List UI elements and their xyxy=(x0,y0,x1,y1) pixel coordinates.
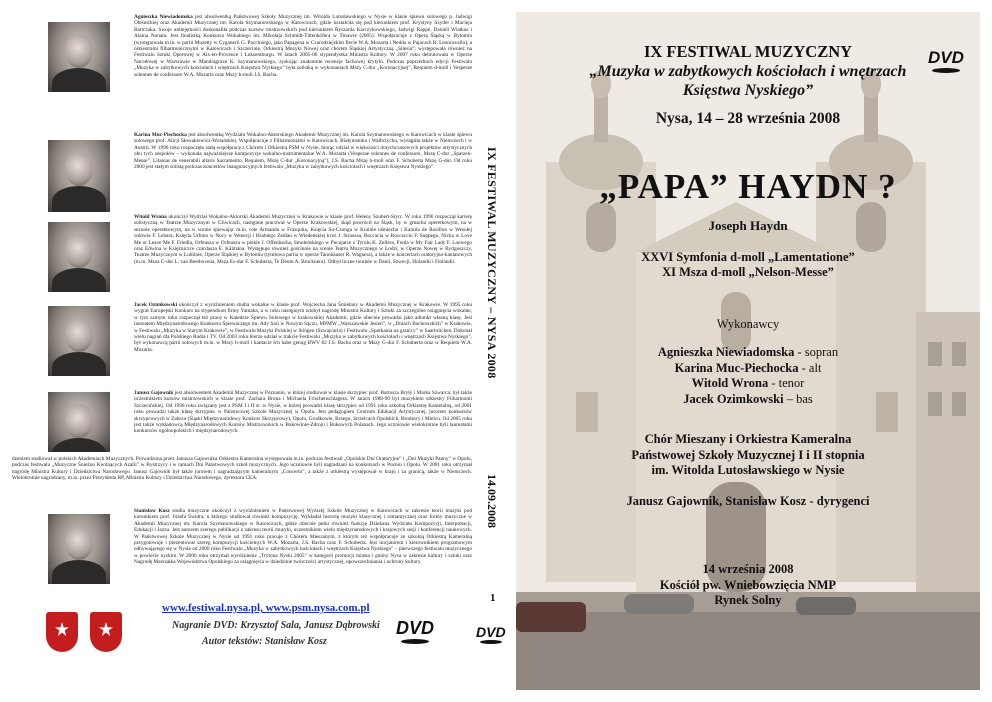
portrait-photo xyxy=(48,392,110,452)
bio-name: Janusz Gajownik xyxy=(134,390,174,396)
back-cover xyxy=(12,12,484,690)
bio-text xyxy=(134,14,472,78)
bio-body: ukończył Wydział Wokalno-Aktorski Akademii Muzycznej w Krakowie w klasie prof. Heleny Szubert-Styrc. W roku 1996 rozpoczął karierę solistyczną w Teatrze Muzycznym w Gliwicach, następnie pracował w Operze Krakowskiej, skąd powrócił na Śląsk, by w gmachu operetkowym, na w sezonie operetkowym, na w scenie śpiewając m.in. role Armanda w Frasquita, Księcia Su-Czonga w Krainie uśmiechu i Kamila de Rosillon w Wesołej wdówie F. Lehara, Księcia Urbino w Nocy w Wenecji i Hrabiego Zedlau w Wiedeńskiej krwi J. Straussa, Boccacia w Boccaccio F. Suppego, Nicka w Love Me or Leave Me F. Friedla, Orfeusza w Orfeuszu w piekle J. Offenbacha, Smoleńskiego w Pucujatce z Tyrolu K. Zellera, Freda w My Fair Lady F. Loewego oraz Edwina w Księżniczce czardasza E. Kálmána. Występuje również gościnnie na scenie Teatru Muzycznego w Łodzi, w Operze Nowej w Bydgoszczy, Teatrze Muzycznym w Lublinie, Operze Śląskiej w Bytomiu (tytułowa partia w operze Tannhäuser R. Wagnera), a także w koncertach oratoryjno-kantatowych (m.in. Msza C-dur L. van Beethovena, Msza Es-dur F. Schuberta, Te Deum A. Brucknera). Odbył liczne tournée w Danii, Szwecji, Holandii i Finlandii. xyxy=(134,214,472,265)
bio-wrona xyxy=(12,214,484,306)
bio-name: Stanisław Kosz xyxy=(134,508,170,514)
recording-credit: Nagranie DVD: Krzysztof Sala, Janusz Dąbrowski xyxy=(172,620,380,631)
ensemble-line: Państwowej Szkoły Muzycznej I i II stopnia xyxy=(631,447,865,462)
performer-line xyxy=(516,361,980,377)
performer-line xyxy=(516,392,980,408)
bio-muc-piechocka xyxy=(12,130,484,212)
portrait-photo xyxy=(48,222,110,292)
ensemble-info xyxy=(516,432,980,479)
event-date: 14 września 2008 xyxy=(702,562,794,576)
festival-subtitle-line1: „Muzyka w zabytkowych kościołach i wnętrzach xyxy=(589,63,907,80)
bio-name: Witold Wrona xyxy=(134,214,167,220)
performer-role: - alt xyxy=(798,360,822,375)
event-place: Rynek Solny xyxy=(714,593,782,607)
performer-line xyxy=(516,376,980,392)
bio-gajownik xyxy=(12,390,484,508)
page-number: 1 xyxy=(490,592,496,604)
portrait-photo xyxy=(48,140,110,212)
performer-role: - sopran xyxy=(794,345,839,359)
performer-role: - tenor xyxy=(768,376,805,390)
bio-name: Agnieszka Niewiadomska xyxy=(134,14,193,20)
bio-text-continued: dzeniem studiował w polskich Akademiach Muzycznych. Prowadzona przez Janusza Gajownika Orkiestra Kameralna występowała m.in. podczas festiwali „Opolskie Dni Oratoryjne” i „Dni Muzyki Panny” w Opolu, podczas festiwalu „Muzyczne Śnieżno Kwitnących Azalii” w Bystrzycy i w ramach Dni Państwowych szkół muzycznych. Jego uczniowie byli nagradzani na konkursach w Pozniu i Opolu. W 2001 roku otrzymał nagrodę Ministra Kultury i Dziedzictwa Narodowego. Janusz Gajownik był także jurorem i nagradzającym kameralnym „Concerto”, a także z orkiestrą występował w kraju i za granicą, także w Niemczech. Wielokrotnie nagradzany, m.in. przez Prezydenta RP, Ministra Kultury i Dziedzictwa Narodowego, dyrektora CEA. xyxy=(12,456,472,482)
ensemble-line: im. Witolda Lutosławskiego w Nysie xyxy=(651,463,845,477)
back-footer xyxy=(12,590,484,690)
bio-body: jest absolwentem Akademii Muzycznej w Poznaniu, w której studiował w klasie skrzypiec prof. Bartosza Bryły i Marka Szwarca; był także uczestnikiem kursów mistrzowskich w klasie prof. Zachara Brona i Michaela Frischenschlagera. W latach 1988-90 był muzykiem orkiestry Filharmonii Szczecińskiej. Od 1990 roku związany jest z PSM I i II st. w Nysie, w której prowadzi klasę skrzypiec od 1991 roku szkolną Orkiestrę Kameralną, od 2001 roku prowadzi także klasę skrzypiec w Państwowej Szkole Muzycznej w Opolu. Jest pedagogiem Centrum Edukacji Artystycznej, jurorem konkursów skrzypcowych w Zabrzu (Śląski Międzynarodowy Konkurs Skrzypcowy), Opolu, Grodkowie, Brzegu, Strzelcach Opolskich, Brodnicy i Mielcu. Od 2005 roku jest także wykładowcą Międzynarodowych Kursów Mistrzowskich w Bukowinie-Zdroju i Bukowych Polanach. Jego uczniowie wielokrotnie byli laureatami konkursów ogólnopolskich i międzynarodowych. xyxy=(134,390,472,435)
website-links[interactable]: www.festiwal.nysa.pl, www.psm.nysa.com.pl xyxy=(162,602,370,614)
dvd-cover-sheet xyxy=(12,12,980,690)
bio-text xyxy=(134,390,472,435)
performers-list xyxy=(516,345,980,407)
dvd-logo-icon xyxy=(476,624,506,644)
work-item: XI Msza d-moll „Nelson-Messe” xyxy=(662,265,834,279)
event-info xyxy=(516,562,980,609)
spine-title: IX FESTIWAL MUZYCZNY – NYSA 2008 xyxy=(485,147,499,379)
conductors: Janusz Gajownik, Stanisław Kosz - dyrygenci xyxy=(626,494,870,508)
bio-text xyxy=(134,508,472,566)
bio-ozimkowski xyxy=(12,302,484,394)
ensemble-line: Chór Mieszany i Orkiestra Kameralna xyxy=(644,432,852,446)
dvd-logo-icon xyxy=(928,48,964,73)
performer-name: Karina Muc-Piechocka xyxy=(674,360,799,375)
text-credit: Autor tekstów: Stanisław Kosz xyxy=(202,636,327,647)
spine xyxy=(484,12,514,690)
festival-subtitle xyxy=(516,62,980,100)
front-cover xyxy=(516,12,980,690)
portrait-photo xyxy=(48,22,110,92)
performer-name: Jacek Ozimkowski xyxy=(683,391,784,406)
event-venue: Kościół pw. Wniebowzięcia NMP xyxy=(659,577,837,592)
bio-body: studia muzyczne ukończył z wyróżnieniem w Państwowej Wyższej Szkole Muzycznej w Katowicach w zakresie teorii muzyki pod kierunkiem prof. Józefa Świdra, u którego studiował również kompozycję. Wykładał historię muzyki klasycznej i romantycznej oraz formy muzyczne w Akademii Muzycznej im. Karola Szymanowskiego w Katowicach, gdzie obecnie pełni również funkcję Dziekana Wydziału Kompozycji, Interpretacji, Edukacji i Jazzu. Jest autorem szeregu publikacji z zakresu teorii muzyki, uczestnikiem wielu międzynarodowych i krajowych sesji i konferencji naukowych. W Państwowej Szkole Muzycznej w Nysie od 1991 roku pracuje z Chórem Mieszanym, z którym też współpracuje ze szkolną Orkiestrą Kameralną przygotowuje i prezentował szereg kompozycji kościelnych W.A. Mozarta, J.S. Bacha oraz F. Schuberta. Jest inicjatorem i kierownikiem programowym odbywającego się w Nysie od 2000 roku Festiwalu „Muzyka w zabytkowych kościołach i wnętrzach Księstwa Nyskiego” – pierwszego festiwalu muzycznego w powiecie nyskim. W 2006 roku otrzymał wyróżnienie „Trytona Nyski 2005” w kategorii promocji miasta i gminy Nysa w zakresie kultury i sztuki oraz Nagrodę Marszałka Województwa Opolskiego za osiągnięcia w dziedzinie twórczości artystycznej, upowszechniania i ochrony kultury. xyxy=(134,508,472,566)
performers-heading: Wykonawcy xyxy=(716,317,780,331)
performer-line xyxy=(516,345,980,361)
composer-name: Joseph Haydn xyxy=(708,218,788,233)
bio-name: Jacek Ozimkowski xyxy=(134,302,178,308)
coat-of-arms-icon xyxy=(90,612,122,652)
performer-name: Witold Wrona xyxy=(691,376,769,390)
spine-date: 14.09.2008 xyxy=(485,474,499,528)
main-title: „PAPA” HAYDN ? xyxy=(599,167,897,206)
portrait-photo xyxy=(48,306,110,376)
work-item: XXVI Symfonia d-moll „Lamentatione” xyxy=(641,250,855,264)
bio-text xyxy=(134,214,472,265)
coat-of-arms-icon xyxy=(46,612,78,652)
bio-body: jest absolwentką Państwowej Szkoły Muzycznej im. Witolda Lutosławskiego w Nysie w klasie śpiewu solowego p. Jadwigi Oleśnickiej oraz Akademii Muzycznej im. Karola Szymanowskiego w Katowicach, gdzie kształciła się pod kierunkiem prof. Krystyny Szyder i Macieja Bartczaka. Swoje umiejętności doskonaliła podczas kursów mistrzowskich pod kierunkiem Ryszarda Karczykowskiego, Jadwigi Rappé, Danieli Wiatkus i Alaina Nonata. Jest finalistką Konkursu Wokalnego im. Mikołaja Schmidt-Tittenhöfera w Tmawie (2005). Współpracuje z Operą Śląską w Bytomiu (występowała m.in. w partii Muzetty w Cyganerii G. Pucciniego, jako Papagena w Czarodziejskim flecie W.A. Mozarta i Nedda w Pajacach R. Leoncavallo), a orkiestrami filharmonicznymi w Katowicach i Szczecinie, Orkiestrą Muzyki Nowej oraz chórem Śląskiej Artystyczną „Silesia”; występowała również na Festiwalu Sztuki Operowej w Aix-en-Provence i Luksemburgu. W latach 2005-06 stypendystka Ministra Kultury. W 2007 roku debiutowała w Operze Narodowej w Warszawie w Mandragorze K. Szymanowskiego, zyskując znakomite recenzje fachowej krytyki. Podczas poprzednich edycji Festiwalu „Muzyka w zabytkowych kościołach i wnętrzach Księstwa Nyskiego” była solistką w wykonaniach Mszy C-dur „Koronacyjnej”, Requiem d-moll i Vesperae solennes de confessore W.A. Mozarta oraz Mszy h-moll J.S. Bacha. xyxy=(134,14,473,78)
bio-name: Karina Muc-Piechocka xyxy=(134,132,187,138)
bio-body: jest absolwentką Wydziału Wokalno-Aktorskiego Akademii Muzycznej im. Karola Szymanowskiego w Katowicach w klasie śpiewu solowego prof. Alicji Słowakiewicz-Wolańskiej. Współpracuje z Filharmoniami w Katowicach, Białymstoku i Wałbrzychu, wystąpiła także w Niemczech i w Austrii. W 1996 roku rozpoczęła stałą współpracę z Chórem i Orkiestrą PSM w Nysie, biorąc udział w większości dotychczasowych projektów artystycznych obu tych zespołów – wykonała najważniejsze kompozycje wokalno-instrumentalne W.A. Mozarta (Vesperae solennes de confessore, Mszę C-dur „Spatzen-Messe”, Litanias de venerabili altaris Sacramento, Requiem, Mszę C-dur „Koronacyjną”), J.S. Bacha Mszę h-moll oraz F. Schuberta Mszę G-dur. Od roku 2000 jest stałym solistą podczas koncertów inauguracyjnych festiwalu „Muzyka w zabytkowych kościołach i wnętrzach Księstwa Nyskiego”. xyxy=(134,132,472,171)
festival-title: IX FESTIWAL MUZYCZNY xyxy=(643,42,853,61)
bio-kosz xyxy=(12,508,484,592)
works-list xyxy=(516,250,980,280)
festival-dates: Nysa, 14 – 28 września 2008 xyxy=(655,110,841,127)
dvd-logo-icon xyxy=(396,618,434,644)
bio-text xyxy=(134,132,472,170)
dvd-logo-text: DVD xyxy=(396,618,435,638)
bio-text xyxy=(134,302,472,353)
dvd-logo-text: DVD xyxy=(928,48,964,67)
festival-subtitle-line2: Księstwa Nyskiego” xyxy=(682,82,814,99)
performer-name: Agnieszka Niewiadomska xyxy=(657,345,795,359)
bio-body: ukończył z wyróżnieniem studia wokalne w klasie prof. Wojciecha Jana Śmietany w Akademii Muzycznej w Krakowie. W 1995 roku wygrał Europejski Konkurs na stypendium firmy Yamaha, a w roku następnym zdobył nagrodę Ministra Kultury i Sztuki za szczególne osiągnięcia wokalne, w tym samym roku rozpoczął też pracę w Katedrze Śpiewu Solowego w krakowskiej Akademii, gdzie obecnie prowadzi jako adiunkt własną klasę. Jest laureatem Międzynarodowego Konkursu Śpiewaczego im. Ady Sari w Nowym Sączu, MFMW „Warszawskie Jesień”, w „Dniach Bachowskich” w Krakowie, w Festiwalu „Muzyka w Starym Krakowie”, w Festiwalu Muzyki Polskiej w Stingen (Szwajcaria) i Festiwalu „Spotkania na granicy” w Saarbrücken. Dokonał wielu nagrań dla Polskiego Radia i TV. Od 2003 roku bierze udział w trakcie Festiwalu „Muzyka w zabytkowych kościołach i wnętrzach Księstwa Nyskiego”, był wykonawcą partii solowych m.in. w Mszy h-moll i kantacie Ich habe genug BWV 82 J.S. Bacha oraz w Mszy G-dur F. Schuberta oraz w Requiem W.A. Mozarta. xyxy=(134,302,472,353)
performer-role: – bas xyxy=(783,391,813,406)
dvd-logo-text: DVD xyxy=(476,624,506,640)
portrait-photo xyxy=(48,514,110,584)
bio-niewiadomska xyxy=(12,14,484,130)
